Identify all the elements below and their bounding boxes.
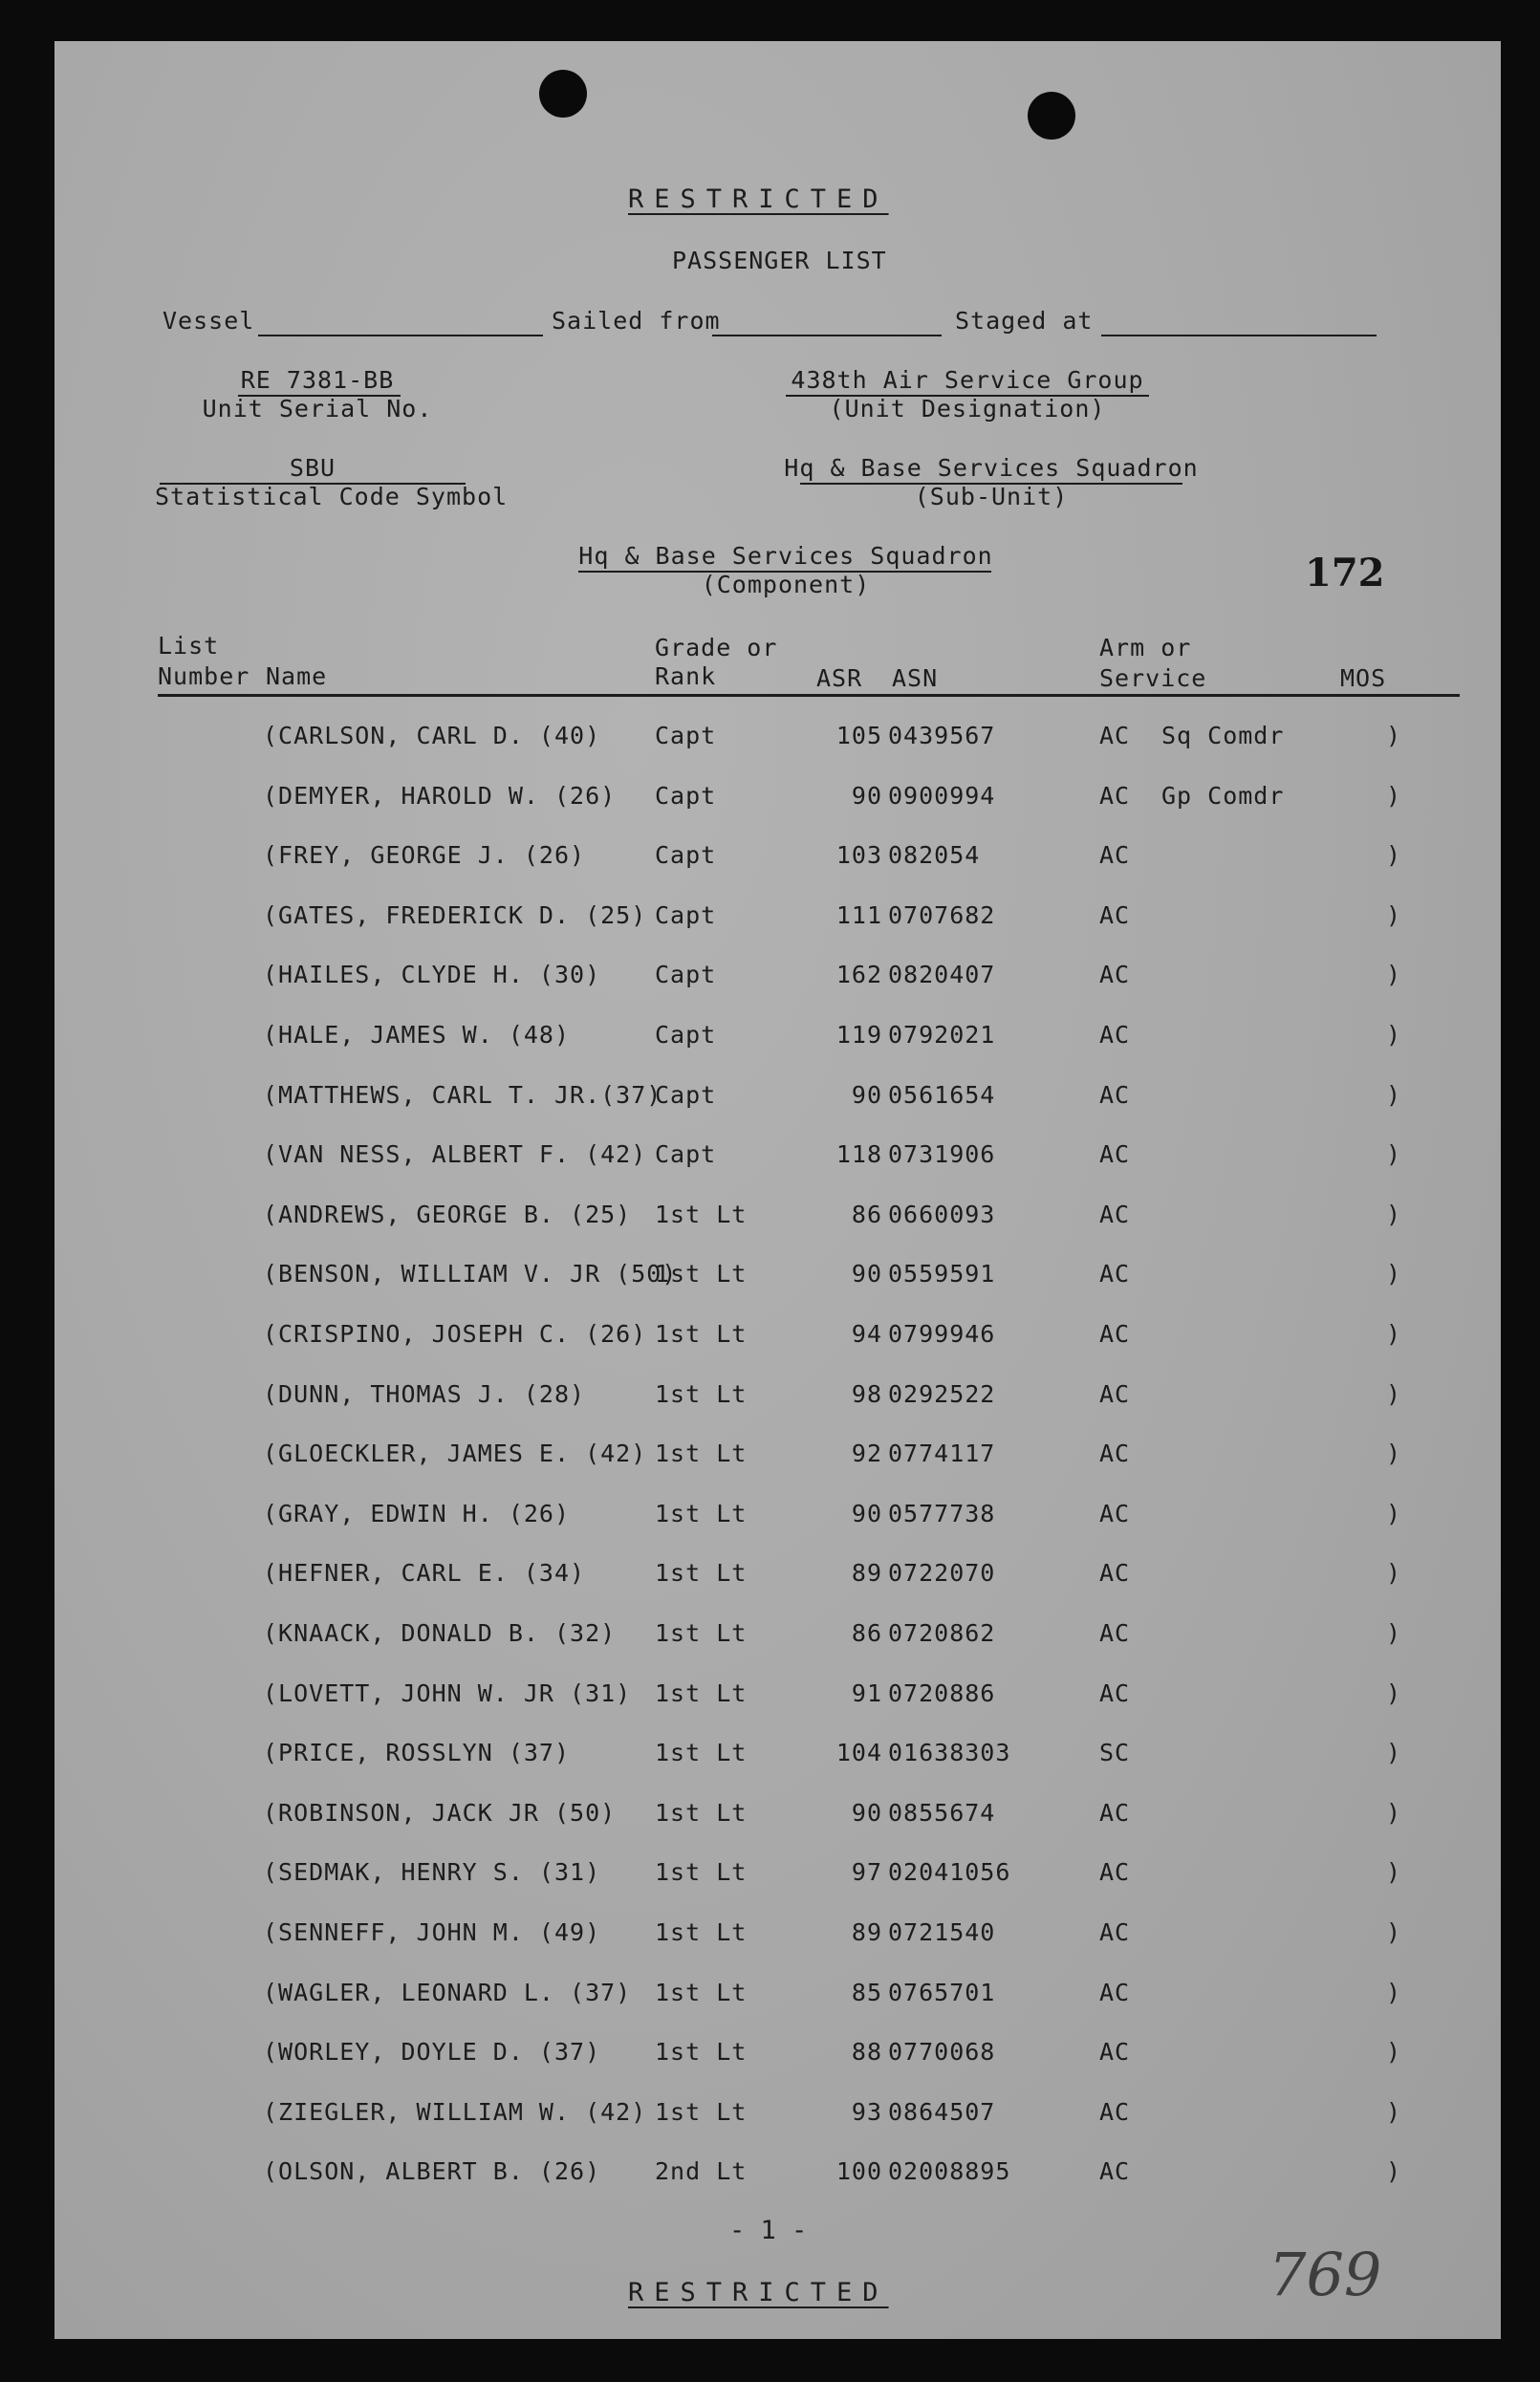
arm-service: AC bbox=[1099, 1799, 1131, 1827]
asr-value: 91 bbox=[851, 1679, 882, 1707]
asn-value: 0900994 bbox=[888, 782, 996, 810]
asn-value: 0561654 bbox=[888, 1081, 996, 1109]
mos-value: ) bbox=[1386, 1500, 1402, 1527]
passenger-name: (HALE, JAMES W. (48) bbox=[263, 1021, 571, 1049]
unit-designation-value: 438th Air Service Group bbox=[791, 366, 1144, 394]
mos-value: ) bbox=[1386, 1739, 1402, 1766]
grade-rank: Capt bbox=[655, 961, 717, 988]
arm-service: AC bbox=[1099, 1320, 1131, 1348]
grade-rank: 1st Lt bbox=[655, 1918, 748, 1946]
passenger-name: (SEDMAK, HENRY S. (31) bbox=[263, 1858, 601, 1886]
passenger-name: (CRISPINO, JOSEPH C. (26) bbox=[263, 1320, 647, 1348]
mos-value: ) bbox=[1386, 1201, 1402, 1228]
asn-value: 0855674 bbox=[888, 1799, 996, 1827]
document-page bbox=[54, 41, 1501, 2339]
passenger-name: (GATES, FREDERICK D. (25) bbox=[263, 901, 647, 929]
passenger-name: (WAGLER, LEONARD L. (37) bbox=[263, 1979, 632, 2006]
asr-value: 105 bbox=[835, 722, 882, 749]
punch-hole bbox=[539, 70, 587, 118]
table-row bbox=[54, 1979, 1501, 2017]
asn-value: 0720862 bbox=[888, 1619, 996, 1647]
mos-value: ) bbox=[1386, 1858, 1402, 1886]
asr-value: 98 bbox=[851, 1380, 882, 1408]
arm-service: AC bbox=[1099, 722, 1131, 749]
sub-unit-label: (Sub-Unit) bbox=[914, 483, 1069, 510]
grade-rank: 1st Lt bbox=[655, 1440, 748, 1467]
asn-value: 082054 bbox=[888, 841, 981, 869]
asr-value: 86 bbox=[851, 1619, 882, 1647]
mos-value: ) bbox=[1386, 1619, 1402, 1647]
table-row bbox=[54, 782, 1501, 820]
arm-service: AC bbox=[1099, 961, 1131, 988]
staged-at-blank bbox=[1101, 335, 1377, 336]
asr-value: 93 bbox=[851, 2098, 882, 2126]
classification-bottom: RESTRICTED bbox=[628, 2278, 889, 2307]
asn-value: 02041056 bbox=[888, 1858, 1011, 1886]
table-row bbox=[54, 1739, 1501, 1777]
asr-value: 118 bbox=[835, 1140, 882, 1168]
mos-value: ) bbox=[1386, 1140, 1402, 1168]
passenger-name: (VAN NESS, ALBERT F. (42) bbox=[263, 1140, 647, 1168]
grade-rank: Capt bbox=[655, 1081, 717, 1109]
stamp-number: 172 bbox=[1305, 551, 1385, 596]
table-row bbox=[54, 1858, 1501, 1896]
asn-value: 0707682 bbox=[888, 901, 996, 929]
arm-service: AC bbox=[1099, 1021, 1131, 1049]
passenger-name: (OLSON, ALBERT B. (26) bbox=[263, 2157, 601, 2185]
table-row bbox=[54, 961, 1501, 999]
table-row bbox=[54, 901, 1501, 940]
mos-value: ) bbox=[1386, 1380, 1402, 1408]
mos-value: ) bbox=[1386, 841, 1402, 869]
col-arm-line1: Arm or bbox=[1099, 634, 1192, 661]
mos-value: ) bbox=[1386, 1918, 1402, 1946]
col-asr: ASR bbox=[816, 664, 863, 692]
mos-value: ) bbox=[1386, 1260, 1402, 1288]
col-list-line2: Number bbox=[158, 662, 250, 690]
passenger-name: (LOVETT, JOHN W. JR (31) bbox=[263, 1679, 632, 1707]
passenger-name: (SENNEFF, JOHN M. (49) bbox=[263, 1918, 601, 1946]
arm-service: AC bbox=[1099, 2157, 1131, 2185]
asn-value: 0439567 bbox=[888, 722, 996, 749]
asr-value: 103 bbox=[835, 841, 882, 869]
grade-rank: 1st Lt bbox=[655, 1979, 748, 2006]
col-arm-line2: Service bbox=[1099, 664, 1207, 692]
arm-service: SC bbox=[1099, 1739, 1131, 1766]
asn-value: 0720886 bbox=[888, 1679, 996, 1707]
grade-rank: 1st Lt bbox=[655, 1799, 748, 1827]
asr-value: 97 bbox=[851, 1858, 882, 1886]
asn-value: 0765701 bbox=[888, 1979, 996, 2006]
arm-service: AC bbox=[1099, 1081, 1131, 1109]
asn-value: 0770068 bbox=[888, 2038, 996, 2066]
header-rule bbox=[158, 694, 1460, 697]
sub-unit-value: Hq & Base Services Squadron bbox=[784, 454, 1199, 482]
mos-value: ) bbox=[1386, 901, 1402, 929]
grade-rank: 1st Lt bbox=[655, 1380, 748, 1408]
component-label: (Component) bbox=[701, 571, 871, 598]
col-mos: MOS bbox=[1340, 664, 1387, 692]
arm-service: AC bbox=[1099, 1201, 1131, 1228]
vessel-label: Vessel bbox=[163, 307, 255, 335]
grade-rank: 1st Lt bbox=[655, 1201, 748, 1228]
table-row bbox=[54, 1619, 1501, 1657]
passenger-name: (DUNN, THOMAS J. (28) bbox=[263, 1380, 586, 1408]
passenger-name: (ANDREWS, GEORGE B. (25) bbox=[263, 1201, 632, 1228]
table-row bbox=[54, 1021, 1501, 1059]
grade-rank: 1st Lt bbox=[655, 2098, 748, 2126]
asr-value: 90 bbox=[851, 1799, 882, 1827]
asr-value: 90 bbox=[851, 1260, 882, 1288]
mos-value: ) bbox=[1386, 1679, 1402, 1707]
mos-value: ) bbox=[1386, 1440, 1402, 1467]
asn-value: 0792021 bbox=[888, 1021, 996, 1049]
table-row bbox=[54, 2098, 1501, 2136]
grade-rank: 1st Lt bbox=[655, 1679, 748, 1707]
arm-service: AC bbox=[1099, 1500, 1131, 1527]
mos-value: ) bbox=[1386, 722, 1402, 749]
table-row bbox=[54, 1799, 1501, 1837]
punch-hole bbox=[1028, 92, 1075, 140]
asn-value: 0731906 bbox=[888, 1140, 996, 1168]
table-row bbox=[54, 1380, 1501, 1418]
passenger-name: (PRICE, ROSSLYN (37) bbox=[263, 1739, 571, 1766]
asn-value: 01638303 bbox=[888, 1739, 1011, 1766]
grade-rank: Capt bbox=[655, 841, 717, 869]
classification-top: RESTRICTED bbox=[628, 184, 889, 214]
arm-service: AC bbox=[1099, 1619, 1131, 1647]
passenger-name: (HAILES, CLYDE H. (30) bbox=[263, 961, 601, 988]
arm-service: AC bbox=[1099, 782, 1131, 810]
asn-value: 0722070 bbox=[888, 1559, 996, 1587]
table-row bbox=[54, 2038, 1501, 2076]
unit-serial-value: RE 7381-BB bbox=[240, 366, 395, 394]
asr-value: 92 bbox=[851, 1440, 882, 1467]
arm-service: AC bbox=[1099, 1858, 1131, 1886]
passenger-name: (BENSON, WILLIAM V. JR (50) bbox=[263, 1260, 678, 1288]
mos-value: ) bbox=[1386, 2098, 1402, 2126]
passenger-name: (MATTHEWS, CARL T. JR.(37) bbox=[263, 1081, 662, 1109]
stat-code-value: SBU bbox=[289, 454, 336, 482]
arm-service: AC bbox=[1099, 841, 1131, 869]
sailed-from-blank bbox=[712, 335, 942, 336]
asr-value: 89 bbox=[851, 1559, 882, 1587]
passenger-name: (DEMYER, HAROLD W. (26) bbox=[263, 782, 617, 810]
grade-rank: 1st Lt bbox=[655, 1739, 748, 1766]
mos-value: ) bbox=[1386, 961, 1402, 988]
asr-value: 85 bbox=[851, 1979, 882, 2006]
component-value: Hq & Base Services Squadron bbox=[578, 542, 993, 570]
grade-rank: 2nd Lt bbox=[655, 2157, 748, 2185]
passenger-name: (GLOECKLER, JAMES E. (42) bbox=[263, 1440, 647, 1467]
arm-service: AC bbox=[1099, 1440, 1131, 1467]
asr-value: 104 bbox=[835, 1739, 882, 1766]
service-note: Sq Comdr bbox=[1161, 722, 1285, 749]
mos-value: ) bbox=[1386, 2038, 1402, 2066]
grade-rank: 1st Lt bbox=[655, 1500, 748, 1527]
asr-value: 162 bbox=[835, 961, 882, 988]
col-grade-line2: Rank bbox=[655, 662, 717, 690]
mos-value: ) bbox=[1386, 1081, 1402, 1109]
table-row bbox=[54, 1559, 1501, 1597]
arm-service: AC bbox=[1099, 1559, 1131, 1587]
mos-value: ) bbox=[1386, 782, 1402, 810]
asr-value: 88 bbox=[851, 2038, 882, 2066]
mos-value: ) bbox=[1386, 1320, 1402, 1348]
grade-rank: Capt bbox=[655, 901, 717, 929]
table-row bbox=[54, 1440, 1501, 1478]
asr-value: 86 bbox=[851, 1201, 882, 1228]
passenger-name: (FREY, GEORGE J. (26) bbox=[263, 841, 586, 869]
asn-value: 0721540 bbox=[888, 1918, 996, 1946]
arm-service: AC bbox=[1099, 1679, 1131, 1707]
asn-value: 0799946 bbox=[888, 1320, 996, 1348]
table-row bbox=[54, 1081, 1501, 1119]
asn-value: 0660093 bbox=[888, 1201, 996, 1228]
asr-value: 119 bbox=[835, 1021, 882, 1049]
arm-service: AC bbox=[1099, 1140, 1131, 1168]
table-row bbox=[54, 1260, 1501, 1298]
asn-value: 0577738 bbox=[888, 1500, 996, 1527]
passenger-name: (CARLSON, CARL D. (40) bbox=[263, 722, 601, 749]
table-row bbox=[54, 1201, 1501, 1239]
col-name: Name bbox=[266, 662, 328, 690]
passenger-name: (GRAY, EDWIN H. (26) bbox=[263, 1500, 571, 1527]
grade-rank: Capt bbox=[655, 1021, 717, 1049]
col-grade-line1: Grade or bbox=[655, 634, 778, 661]
unit-serial-label: Unit Serial No. bbox=[202, 395, 433, 422]
handwritten-number: 769 bbox=[1269, 2240, 1382, 2309]
arm-service: AC bbox=[1099, 901, 1131, 929]
passenger-name: (WORLEY, DOYLE D. (37) bbox=[263, 2038, 601, 2066]
page-number: - 1 - bbox=[729, 2216, 808, 2245]
asn-value: 0864507 bbox=[888, 2098, 996, 2126]
mos-value: ) bbox=[1386, 2157, 1402, 2185]
staged-at-label: Staged at bbox=[955, 307, 1094, 335]
mos-value: ) bbox=[1386, 1559, 1402, 1587]
table-row bbox=[54, 722, 1501, 760]
table-row bbox=[54, 1500, 1501, 1538]
grade-rank: 1st Lt bbox=[655, 1858, 748, 1886]
table-row bbox=[54, 1320, 1501, 1358]
grade-rank: Capt bbox=[655, 782, 717, 810]
vessel-blank bbox=[258, 335, 543, 336]
asn-value: 0559591 bbox=[888, 1260, 996, 1288]
mos-value: ) bbox=[1386, 1021, 1402, 1049]
table-row bbox=[54, 1140, 1501, 1179]
arm-service: AC bbox=[1099, 1979, 1131, 2006]
mos-value: ) bbox=[1386, 1979, 1402, 2006]
asr-value: 90 bbox=[851, 782, 882, 810]
asr-value: 89 bbox=[851, 1918, 882, 1946]
mos-value: ) bbox=[1386, 1799, 1402, 1827]
asr-value: 94 bbox=[851, 1320, 882, 1348]
arm-service: AC bbox=[1099, 2038, 1131, 2066]
asn-value: 0774117 bbox=[888, 1440, 996, 1467]
table-row bbox=[54, 1679, 1501, 1718]
asn-value: 0292522 bbox=[888, 1380, 996, 1408]
unit-designation-label: (Unit Designation) bbox=[829, 395, 1106, 422]
asn-value: 02008895 bbox=[888, 2157, 1011, 2185]
document-title: PASSENGER LIST bbox=[672, 247, 887, 274]
asn-value: 0820407 bbox=[888, 961, 996, 988]
passenger-name: (ZIEGLER, WILLIAM W. (42) bbox=[263, 2098, 647, 2126]
service-note: Gp Comdr bbox=[1161, 782, 1285, 810]
asr-value: 90 bbox=[851, 1081, 882, 1109]
asr-value: 111 bbox=[835, 901, 882, 929]
table-row bbox=[54, 2157, 1501, 2196]
asr-value: 90 bbox=[851, 1500, 882, 1527]
col-list-line1: List bbox=[158, 632, 220, 660]
grade-rank: 1st Lt bbox=[655, 2038, 748, 2066]
col-asn: ASN bbox=[892, 664, 939, 692]
arm-service: AC bbox=[1099, 1918, 1131, 1946]
arm-service: AC bbox=[1099, 1380, 1131, 1408]
grade-rank: Capt bbox=[655, 1140, 717, 1168]
grade-rank: 1st Lt bbox=[655, 1619, 748, 1647]
passenger-name: (ROBINSON, JACK JR (50) bbox=[263, 1799, 617, 1827]
asr-value: 100 bbox=[835, 2157, 882, 2185]
passenger-name: (HEFNER, CARL E. (34) bbox=[263, 1559, 586, 1587]
passenger-name: (KNAACK, DONALD B. (32) bbox=[263, 1619, 617, 1647]
grade-rank: 1st Lt bbox=[655, 1559, 748, 1587]
sailed-from-label: Sailed from bbox=[552, 307, 721, 335]
grade-rank: 1st Lt bbox=[655, 1260, 748, 1288]
arm-service: AC bbox=[1099, 1260, 1131, 1288]
stat-code-label: Statistical Code Symbol bbox=[155, 483, 509, 510]
table-row bbox=[54, 841, 1501, 879]
table-row bbox=[54, 1918, 1501, 1957]
arm-service: AC bbox=[1099, 2098, 1131, 2126]
grade-rank: Capt bbox=[655, 722, 717, 749]
grade-rank: 1st Lt bbox=[655, 1320, 748, 1348]
